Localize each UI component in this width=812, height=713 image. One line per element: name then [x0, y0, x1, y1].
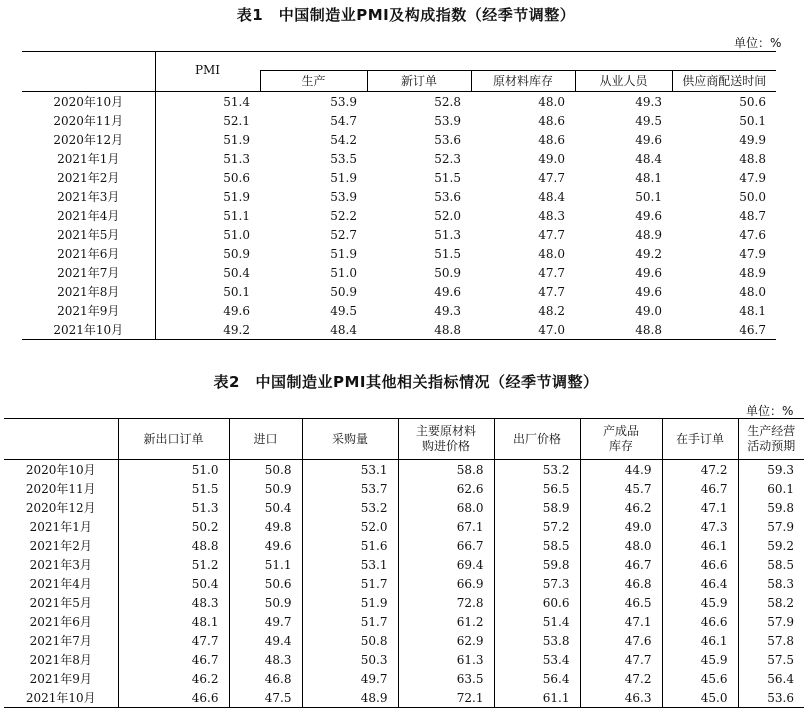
table-cell: 51.0 — [118, 460, 229, 480]
header-line: 新出口订单 — [143, 431, 204, 446]
table-cell: 59.2 — [738, 536, 804, 555]
table-cell: 49.3 — [635, 94, 662, 109]
row-label: 2021年2月 — [29, 538, 92, 553]
table2-corner — [4, 419, 118, 460]
table2-header-cell — [738, 419, 804, 460]
table-cell: 50.3 — [302, 650, 398, 669]
table1-title: 表1 中国制造业PMI及构成指数（经季节调整） — [236, 6, 576, 24]
table-cell: 50.9 — [155, 244, 260, 263]
table2-header-cell — [398, 419, 494, 460]
table-cell: 50.9 — [229, 479, 302, 498]
table-cell: 52.8 — [434, 94, 461, 109]
table2-header-cell — [494, 419, 580, 460]
table-cell: 46.3 — [580, 688, 662, 708]
table-row — [4, 593, 804, 612]
table2-header-cell — [302, 419, 398, 460]
header-line: 进口 — [253, 431, 278, 446]
table-cell: 49.6 — [229, 536, 302, 555]
row-label: 2021年6月 — [29, 614, 92, 629]
table-cell: 53.9 — [330, 94, 357, 109]
table-cell: 57.8 — [738, 631, 804, 650]
table-cell: 60.6 — [494, 593, 580, 612]
table-cell: 46.6 — [118, 688, 229, 708]
table-cell: 58.3 — [738, 574, 804, 593]
table-cell: 49.6 — [434, 284, 461, 299]
table-row — [22, 225, 776, 244]
header-line: 主要原材料 — [415, 424, 476, 438]
table-cell: 61.2 — [398, 612, 494, 631]
table-cell: 51.7 — [302, 574, 398, 593]
table-cell: 52.0 — [434, 208, 461, 223]
table-cell: 48.8 — [635, 322, 662, 337]
table2 — [4, 418, 804, 708]
table-cell: 47.7 — [118, 631, 229, 650]
table-row — [4, 631, 804, 650]
table2-body — [4, 460, 804, 708]
table-cell: 47.3 — [662, 517, 738, 536]
table-cell: 49.7 — [229, 612, 302, 631]
table-cell: 51.4 — [155, 92, 260, 112]
table-cell: 72.8 — [398, 593, 494, 612]
table-cell: 48.3 — [538, 208, 565, 223]
row-label: 2021年9月 — [29, 671, 92, 686]
table-cell: 63.5 — [398, 669, 494, 688]
table-cell: 54.2 — [330, 132, 357, 147]
table-cell: 51.5 — [434, 170, 461, 185]
table1 — [22, 51, 776, 340]
table-cell: 53.8 — [494, 631, 580, 650]
row-label: 2021年4月 — [29, 576, 92, 591]
table-row — [22, 187, 776, 206]
table1-header-pmi: PMI — [155, 52, 260, 92]
table-cell: 46.6 — [662, 612, 738, 631]
table-cell: 51.5 — [434, 246, 461, 261]
table-cell: 59.8 — [494, 555, 580, 574]
table-cell: 49.9 — [739, 132, 766, 147]
table-cell: 53.9 — [330, 189, 357, 204]
table-row — [22, 301, 776, 320]
table-cell: 49.6 — [635, 284, 662, 299]
table-cell: 46.2 — [580, 498, 662, 517]
table-cell: 50.4 — [155, 263, 260, 282]
table-cell: 46.4 — [662, 574, 738, 593]
table-cell: 58.9 — [494, 498, 580, 517]
table-cell: 50.0 — [739, 189, 766, 204]
header-line: 采购量 — [331, 431, 368, 446]
table-cell: 50.6 — [229, 574, 302, 593]
row-label: 2021年2月 — [57, 170, 120, 185]
table-cell: 46.7 — [662, 479, 738, 498]
table-cell: 49.6 — [635, 265, 662, 280]
table-cell: 51.1 — [155, 206, 260, 225]
row-label: 2021年10月 — [25, 690, 96, 705]
table-cell: 46.7 — [739, 322, 766, 337]
table-row — [22, 111, 776, 130]
table1-header-cell: 供应商配送时间 — [672, 71, 776, 92]
table-cell: 56.4 — [494, 669, 580, 688]
table-cell: 66.9 — [398, 574, 494, 593]
table-cell: 50.4 — [229, 498, 302, 517]
table-row — [4, 498, 804, 517]
table2-header-cell — [118, 419, 229, 460]
table-cell: 51.9 — [302, 593, 398, 612]
table-cell: 50.9 — [229, 593, 302, 612]
table-cell: 59.3 — [738, 460, 804, 480]
table-cell: 51.1 — [229, 555, 302, 574]
table-cell: 51.2 — [118, 555, 229, 574]
table-cell: 50.9 — [434, 265, 461, 280]
table-cell: 49.7 — [302, 669, 398, 688]
table-cell: 60.1 — [738, 479, 804, 498]
table1-header-spacer — [260, 52, 776, 71]
table-cell: 48.1 — [739, 303, 766, 318]
table-cell: 50.9 — [330, 284, 357, 299]
table2-header-cell — [662, 419, 738, 460]
table-cell: 48.6 — [538, 132, 565, 147]
table-cell: 66.7 — [398, 536, 494, 555]
table-cell: 47.1 — [580, 612, 662, 631]
table-row — [4, 555, 804, 574]
table-row — [4, 688, 804, 708]
row-label: 2021年3月 — [57, 189, 120, 204]
table-cell: 50.1 — [635, 189, 662, 204]
table1-header-cell: 原材料库存 — [471, 71, 575, 92]
row-label: 2021年10月 — [53, 322, 124, 337]
table-cell: 57.3 — [494, 574, 580, 593]
row-label: 2021年4月 — [57, 208, 120, 223]
row-label: 2020年10月 — [25, 462, 96, 477]
table-cell: 61.3 — [398, 650, 494, 669]
table-cell: 47.5 — [229, 688, 302, 708]
row-label: 2021年7月 — [29, 633, 92, 648]
table-cell: 53.6 — [738, 688, 804, 708]
table1-body — [22, 92, 776, 340]
table-cell: 53.5 — [330, 151, 357, 166]
table-cell: 45.7 — [580, 479, 662, 498]
table-cell: 48.9 — [302, 688, 398, 708]
table-row — [22, 282, 776, 301]
table-row — [22, 206, 776, 225]
table-cell: 58.5 — [738, 555, 804, 574]
table-cell: 47.6 — [580, 631, 662, 650]
table-cell: 50.6 — [155, 168, 260, 187]
table-row — [22, 320, 776, 340]
table-cell: 50.4 — [118, 574, 229, 593]
table-cell: 46.1 — [662, 631, 738, 650]
table2-header-cell — [580, 419, 662, 460]
table-row — [4, 574, 804, 593]
table-cell: 51.9 — [330, 246, 357, 261]
table-cell: 51.3 — [434, 227, 461, 242]
table-cell: 51.3 — [118, 498, 229, 517]
table-row — [4, 517, 804, 536]
table-cell: 50.8 — [229, 460, 302, 480]
row-label: 2021年5月 — [57, 227, 120, 242]
table-cell: 50.6 — [739, 94, 766, 109]
table-cell: 52.7 — [330, 227, 357, 242]
table-cell: 53.1 — [302, 555, 398, 574]
table-cell: 49.3 — [434, 303, 461, 318]
table-row — [22, 244, 776, 263]
table-cell: 48.4 — [635, 151, 662, 166]
table-row — [4, 669, 804, 688]
table-cell: 48.4 — [538, 189, 565, 204]
table-cell: 62.9 — [398, 631, 494, 650]
table-cell: 51.9 — [155, 130, 260, 149]
table-cell: 51.9 — [155, 187, 260, 206]
row-label: 2020年12月 — [53, 132, 124, 147]
table-cell: 59.8 — [738, 498, 804, 517]
header-line: 生产经营 — [747, 424, 796, 438]
table-cell: 57.9 — [738, 612, 804, 631]
table-cell: 50.1 — [155, 282, 260, 301]
table-cell: 50.2 — [118, 517, 229, 536]
table-cell: 46.7 — [580, 555, 662, 574]
table2-header-row — [4, 419, 804, 460]
table-cell: 56.4 — [738, 669, 804, 688]
table-cell: 49.2 — [155, 320, 260, 340]
table-cell: 52.2 — [330, 208, 357, 223]
table-row — [22, 149, 776, 168]
table-cell: 52.0 — [302, 517, 398, 536]
table-cell: 48.6 — [538, 113, 565, 128]
table-cell: 47.0 — [538, 322, 565, 337]
table-cell: 53.6 — [434, 132, 461, 147]
table-row — [22, 92, 776, 112]
table-row — [4, 460, 804, 480]
table-cell: 52.1 — [155, 111, 260, 130]
table-cell: 53.2 — [494, 460, 580, 480]
table-cell: 49.0 — [635, 303, 662, 318]
row-label: 2021年3月 — [29, 557, 92, 572]
table-cell: 51.4 — [494, 612, 580, 631]
table-cell: 46.2 — [118, 669, 229, 688]
table-cell: 51.5 — [118, 479, 229, 498]
table-cell: 53.9 — [434, 113, 461, 128]
table-cell: 46.8 — [229, 669, 302, 688]
table-cell: 47.7 — [580, 650, 662, 669]
table-row — [4, 612, 804, 631]
table-cell: 57.2 — [494, 517, 580, 536]
table-row — [22, 130, 776, 149]
table-cell: 58.8 — [398, 460, 494, 480]
table-cell: 48.7 — [739, 208, 766, 223]
table-cell: 48.3 — [229, 650, 302, 669]
table-cell: 51.9 — [330, 170, 357, 185]
row-label: 2021年5月 — [29, 595, 92, 610]
table-cell: 47.6 — [739, 227, 766, 242]
table-cell: 45.9 — [662, 593, 738, 612]
header-line: 库存 — [608, 439, 633, 453]
table-cell: 51.0 — [155, 225, 260, 244]
table-cell: 48.9 — [635, 227, 662, 242]
table-cell: 53.6 — [434, 189, 461, 204]
table1-header-cell: 生产 — [260, 71, 367, 92]
table-cell: 49.6 — [635, 132, 662, 147]
header-line: 活动预期 — [747, 439, 796, 453]
table-cell: 51.3 — [155, 149, 260, 168]
table-cell: 48.9 — [739, 265, 766, 280]
table-cell: 58.5 — [494, 536, 580, 555]
table-cell: 47.1 — [662, 498, 738, 517]
row-label: 2021年8月 — [29, 652, 92, 667]
table-cell: 47.2 — [580, 669, 662, 688]
table-cell: 48.8 — [118, 536, 229, 555]
table-cell: 50.8 — [302, 631, 398, 650]
table-cell: 48.1 — [118, 612, 229, 631]
table-cell: 48.0 — [739, 284, 766, 299]
table-cell: 46.5 — [580, 593, 662, 612]
table-cell: 47.7 — [538, 284, 565, 299]
table-cell: 45.6 — [662, 669, 738, 688]
table-cell: 69.4 — [398, 555, 494, 574]
table-cell: 53.1 — [302, 460, 398, 480]
table-cell: 49.6 — [635, 208, 662, 223]
table2-title: 表2 中国制造业PMI其他相关指标情况（经季节调整） — [213, 373, 599, 391]
table-cell: 48.2 — [538, 303, 565, 318]
table-row — [22, 263, 776, 282]
table-cell: 48.4 — [330, 322, 357, 337]
table-cell: 49.6 — [155, 301, 260, 320]
table-cell: 46.1 — [662, 536, 738, 555]
row-label: 2021年9月 — [57, 303, 120, 318]
row-label: 2021年8月 — [57, 284, 120, 299]
table-cell: 58.2 — [738, 593, 804, 612]
table-cell: 72.1 — [398, 688, 494, 708]
table-cell: 44.9 — [580, 460, 662, 480]
table-cell: 45.9 — [662, 650, 738, 669]
table2-unit: 单位：% — [746, 404, 794, 418]
table-cell: 53.4 — [494, 650, 580, 669]
table2-header-cell — [229, 419, 302, 460]
table-cell: 68.0 — [398, 498, 494, 517]
table-row — [22, 168, 776, 187]
row-label: 2020年12月 — [25, 500, 96, 515]
table-cell: 50.1 — [739, 113, 766, 128]
table-row — [4, 536, 804, 555]
table1-corner — [22, 52, 155, 92]
row-label: 2021年1月 — [29, 519, 92, 534]
table-cell: 54.7 — [330, 113, 357, 128]
table-cell: 52.3 — [434, 151, 461, 166]
table-cell: 48.8 — [739, 151, 766, 166]
table-cell: 49.2 — [635, 246, 662, 261]
table-cell: 45.0 — [662, 688, 738, 708]
table-cell: 51.7 — [302, 612, 398, 631]
table-cell: 49.0 — [538, 151, 565, 166]
table-cell: 48.3 — [118, 593, 229, 612]
table-cell: 62.6 — [398, 479, 494, 498]
header-line: 产成品 — [602, 424, 639, 438]
table-cell: 46.6 — [662, 555, 738, 574]
table-cell: 51.0 — [330, 265, 357, 280]
table-cell: 47.2 — [662, 460, 738, 480]
table-cell: 49.5 — [635, 113, 662, 128]
table-cell: 53.7 — [302, 479, 398, 498]
table-cell: 49.8 — [229, 517, 302, 536]
table-cell: 56.5 — [494, 479, 580, 498]
table1-unit: 单位：% — [734, 36, 782, 50]
table-cell: 48.0 — [538, 246, 565, 261]
header-line: 在手订单 — [675, 431, 724, 446]
table-row — [4, 650, 804, 669]
table-cell: 47.9 — [739, 246, 766, 261]
table-cell: 47.7 — [538, 227, 565, 242]
table-cell: 48.0 — [538, 94, 565, 109]
table-cell: 47.7 — [538, 265, 565, 280]
table-cell: 49.0 — [580, 517, 662, 536]
table-cell: 67.1 — [398, 517, 494, 536]
header-line: 购进价格 — [421, 439, 470, 453]
row-label: 2021年7月 — [57, 265, 120, 280]
table-cell: 61.1 — [494, 688, 580, 708]
table-cell: 47.7 — [538, 170, 565, 185]
table-row — [4, 479, 804, 498]
table-cell: 49.5 — [330, 303, 357, 318]
row-label: 2021年1月 — [57, 151, 120, 166]
table-cell: 53.2 — [302, 498, 398, 517]
table-cell: 47.9 — [739, 170, 766, 185]
table-cell: 57.9 — [738, 517, 804, 536]
row-label: 2020年11月 — [25, 481, 96, 496]
table-cell: 57.5 — [738, 650, 804, 669]
row-label: 2020年11月 — [53, 113, 124, 128]
header-line: 出厂价格 — [512, 431, 561, 446]
table-cell: 48.8 — [434, 322, 461, 337]
table-cell: 49.4 — [229, 631, 302, 650]
table1-header-cell: 从业人员 — [575, 71, 672, 92]
table-cell: 48.0 — [580, 536, 662, 555]
row-label: 2020年10月 — [53, 94, 124, 109]
table-cell: 48.1 — [635, 170, 662, 185]
table-cell: 46.7 — [118, 650, 229, 669]
table-cell: 51.6 — [302, 536, 398, 555]
table-cell: 46.8 — [580, 574, 662, 593]
table1-header-cell: 新订单 — [367, 71, 471, 92]
row-label: 2021年6月 — [57, 246, 120, 261]
